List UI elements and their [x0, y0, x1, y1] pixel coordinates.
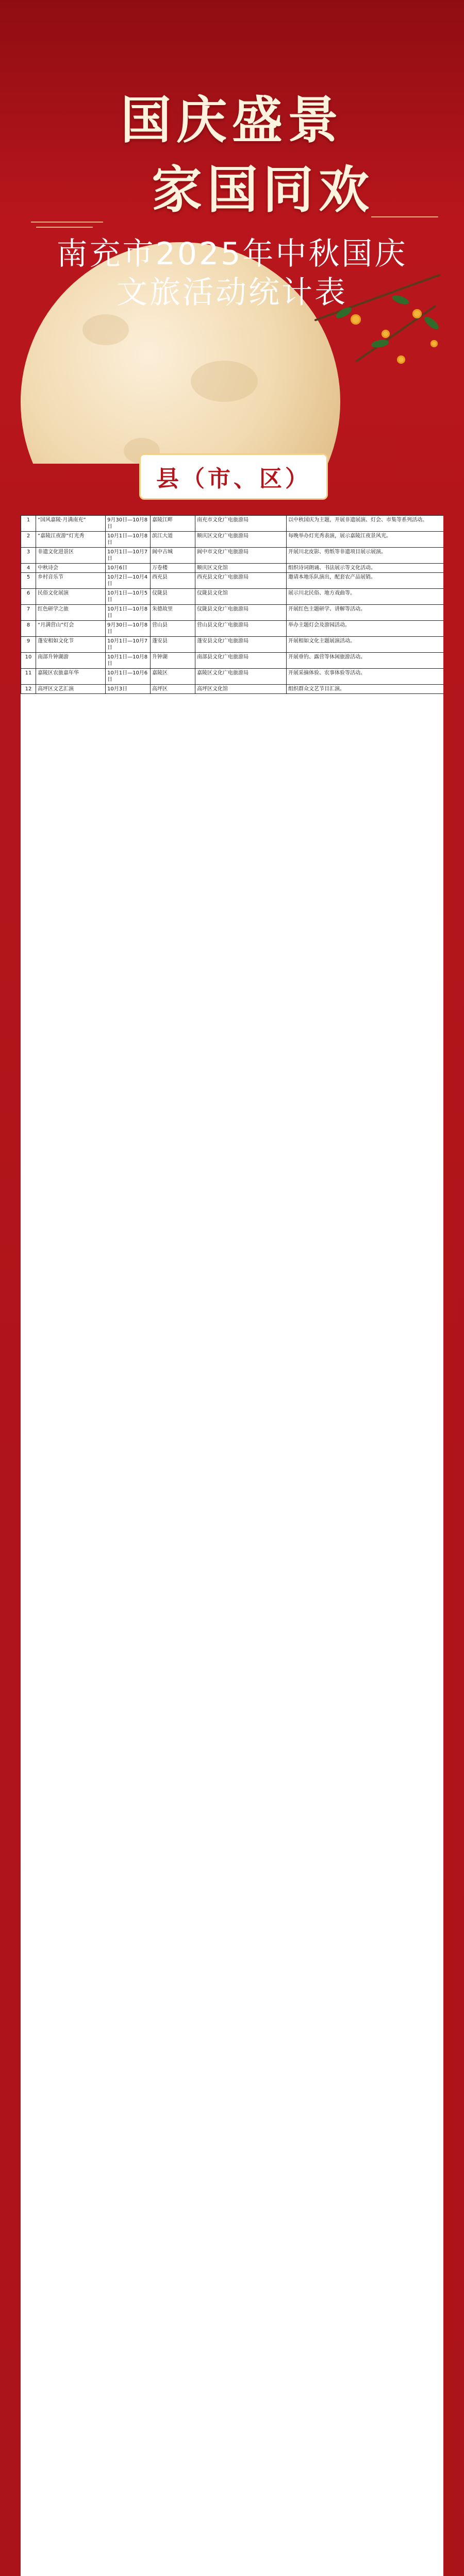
title-line-2: 家国同欢	[151, 160, 374, 219]
organizer: 顺庆区文化馆	[195, 564, 287, 573]
section-label	[139, 453, 328, 500]
organizer: 营山县文化广电旅游局	[195, 621, 287, 637]
row-number: 5	[21, 573, 36, 589]
table-row	[21, 685, 444, 694]
table-row	[21, 605, 444, 621]
organizer: 蓬安县文化广电旅游局	[195, 637, 287, 653]
section-label-text: 县（市、区）	[156, 466, 311, 492]
activity-description: 组织群众文艺节目汇演。	[287, 685, 444, 694]
activity-name: “嘉陵江夜游”灯光秀	[36, 532, 106, 548]
table-row	[21, 564, 444, 573]
row-number: 10	[21, 653, 36, 669]
row-number: 4	[21, 564, 36, 573]
activity-time: 9月30日—10月8日	[106, 516, 151, 532]
activity-name: 乡村音乐节	[36, 573, 106, 589]
activity-description: 举办主题灯会及游园活动。	[287, 621, 444, 637]
activity-name: 中秋诗会	[36, 564, 106, 573]
activity-place: 西充县	[151, 573, 195, 589]
leaf	[371, 338, 389, 349]
table-body	[21, 516, 444, 694]
organizer: 南充市文化广电旅游局	[195, 516, 287, 532]
title-line-1: 国庆盛景	[120, 91, 343, 150]
organizer: 南部县文化广电旅游局	[195, 653, 287, 669]
table-row	[21, 548, 444, 564]
row-number: 9	[21, 637, 36, 653]
activity-time: 10月1日—10月5日	[106, 589, 151, 605]
table-row	[21, 516, 444, 532]
activity-place: 蓬安县	[151, 637, 195, 653]
activity-place: 嘉陵江畔	[151, 516, 195, 532]
activity-description: 开展垂钓、露营等休闲旅游活动。	[287, 653, 444, 669]
table-row	[21, 653, 444, 669]
activity-time: 10月3日	[106, 685, 151, 694]
activity-time: 10月1日—10月7日	[106, 637, 151, 653]
subtitle-line-1: 南充市2025年中秋国庆	[56, 236, 408, 272]
activity-time: 10月1日—10月8日	[106, 532, 151, 548]
activity-place: 升钟湖	[151, 653, 195, 669]
organizer: 顺庆区文化广电旅游局	[195, 532, 287, 548]
row-number: 11	[21, 669, 36, 685]
activity-name: 红色研学之旅	[36, 605, 106, 621]
row-number: 1	[21, 516, 36, 532]
activity-place: 营山县	[151, 621, 195, 637]
activity-name: 南部升钟湖游	[36, 653, 106, 669]
activity-description: 开展相如文化主题展演活动。	[287, 637, 444, 653]
activity-place: 滨江大道	[151, 532, 195, 548]
cloud-line	[36, 227, 93, 228]
activity-name: “月满营山”灯会	[36, 621, 106, 637]
activity-place: 朱德故里	[151, 605, 195, 621]
activity-name: 嘉陵区农旅嘉年华	[36, 669, 106, 685]
table-row	[21, 589, 444, 605]
activity-description: 邀请本地乐队演出，配套农产品展销。	[287, 573, 444, 589]
organizer: 阆中市文化广电旅游局	[195, 548, 287, 564]
leaf	[422, 315, 440, 332]
activity-time: 9月30日—10月8日	[106, 621, 151, 637]
activity-time: 10月1日—10月6日	[106, 669, 151, 685]
activity-time: 10月1日—10月7日	[106, 548, 151, 564]
activity-place: 嘉陵区	[151, 669, 195, 685]
activity-place: 仪陇县	[151, 589, 195, 605]
organizer: 西充县文化广电旅游局	[195, 573, 287, 589]
activity-time: 10月6日	[106, 564, 151, 573]
row-number: 7	[21, 605, 36, 621]
row-number: 8	[21, 621, 36, 637]
row-number: 12	[21, 685, 36, 694]
activity-description: 开展川北皮影、剪纸等非遗项目展示展演。	[287, 548, 444, 564]
activity-name: 蓬安相如文化节	[36, 637, 106, 653]
organizer: 仪陇县文化馆	[195, 589, 287, 605]
activity-description: 每晚举办灯光秀表演，展示嘉陵江夜景风光。	[287, 532, 444, 548]
organizer: 嘉陵区文化广电旅游局	[195, 669, 287, 685]
organizer: 高坪区文化馆	[195, 685, 287, 694]
table-row	[21, 532, 444, 548]
row-number: 6	[21, 589, 36, 605]
activity-table	[21, 515, 443, 2576]
activity-time: 10月2日—10月4日	[106, 573, 151, 589]
activity-name: 民俗文化展演	[36, 589, 106, 605]
activity-name: 高坪区文艺汇演	[36, 685, 106, 694]
osmanthus-flower	[397, 355, 405, 364]
table-row	[21, 573, 444, 589]
activity-time: 10月1日—10月8日	[106, 605, 151, 621]
subtitle-line-2: 文旅活动统计表	[117, 275, 347, 311]
activity-place: 万卷楼	[151, 564, 195, 573]
osmanthus-flower	[430, 340, 438, 347]
hero-banner	[0, 0, 464, 464]
activity-description: 开展红色主题研学、讲解等活动。	[287, 605, 444, 621]
activity-name: 非遗文化进景区	[36, 548, 106, 564]
table-row	[21, 637, 444, 653]
osmanthus-flower	[351, 314, 361, 325]
row-number: 3	[21, 548, 36, 564]
activity-time: 10月1日—10月8日	[106, 653, 151, 669]
activity-description: 组织诗词朗诵、书法展示等文化活动。	[287, 564, 444, 573]
activity-description: 开展采摘体验、农事体验等活动。	[287, 669, 444, 685]
activity-description: 展示川北民俗、地方戏曲等。	[287, 589, 444, 605]
activity-name: “国风嘉陵·月满南充”	[36, 516, 106, 532]
table-row	[21, 621, 444, 637]
activity-place: 阆中古城	[151, 548, 195, 564]
table-row	[21, 669, 444, 685]
osmanthus-flower	[382, 330, 390, 338]
activity-description: 以中秋国庆为主题，开展非遗展演、灯会、市集等系列活动。	[287, 516, 444, 532]
organizer: 仪陇县文化广电旅游局	[195, 605, 287, 621]
branch	[355, 304, 437, 362]
row-number: 2	[21, 532, 36, 548]
activity-place: 高坪区	[151, 685, 195, 694]
